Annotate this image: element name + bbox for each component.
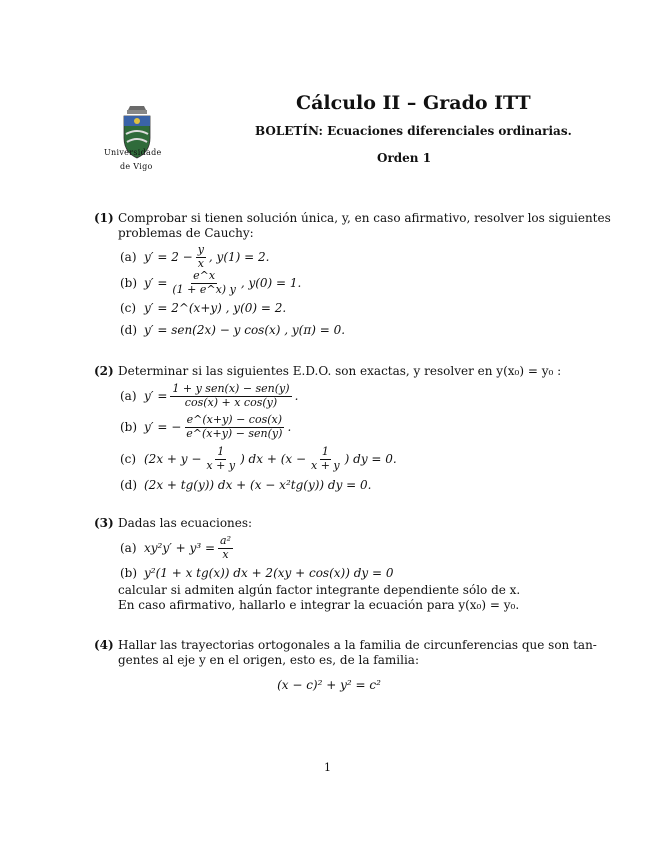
problem-outro: En caso afirmativo, hallarlo e integrar la ecuación para y(x₀) = y₀. [118, 598, 520, 612]
fraction: $\frac{e\^{}(x+y) - \cos(x)}{\text{e\textasciicircum{}(x+y) − sen(y)}}$ [186, 412, 283, 440]
problem-intro: Determinar si las siguientes E.D.O. son exactas, y resolver en y(x₀) = y₀ : [118, 364, 562, 378]
fraction: $\frac{1}{x + y}$ [311, 444, 340, 472]
problem-2 [94, 364, 564, 495]
fraction: $\frac{y}{x}$ [197, 242, 204, 270]
problem-intro: gentes al eje y en el origen, esto es, de la familia: [118, 653, 419, 667]
problem-number: (4) [94, 638, 114, 652]
university-name-line1: Universidade [104, 148, 162, 157]
problem-intro: Hallar las trayectorias ortogonales a la familia de circunferencias que son tan- [118, 638, 597, 652]
problem-item: (b) y′ = $\frac{e\^{}x}{(1 + e\^{}x) y}$ , y(0) = 1. [120, 268, 302, 296]
problem-outro: calcular si admiten algún factor integrante dependiente sólo de x. [118, 583, 521, 597]
problem-item: (d) y′ = sen(2x) − y cos(x) , y(π) = 0. [120, 322, 346, 337]
university-logo [106, 104, 168, 180]
fraction: $\frac{e\^{}x}{(1 + e\^{}x) y}$ [172, 268, 236, 296]
problem-item: (a) xy²y′ + y³ = $\frac{\text{a²}}{x}$ [120, 533, 231, 561]
document-subtitle: BOLETÍN: Ecuaciones diferenciales ordinarias. [255, 124, 572, 138]
display-equation: (x − c)² + y² = c² [277, 678, 381, 692]
fraction: $\frac{\text{a²}}{x}$ [220, 533, 231, 561]
problem-intro: Dadas las ecuaciones: [118, 516, 253, 530]
problem-item: (c) y′ = 2^(x+y) , y(0) = 2. [120, 300, 287, 315]
fraction: $\frac{\text{1 + y sen(x) − sen(y)}}{\text{cos(x) + x cos(y)}}$ [172, 381, 290, 409]
problem-item: (b) y²(1 + x tg(x)) dx + 2(xy + cos(x)) dy = 0 [120, 565, 394, 580]
problem-number: (2) [94, 364, 114, 378]
problem-item: (a) y′ = $\frac{\text{1 + y sen(x) − sen(y)}}{\text{cos(x) + x cos(y)}}$ . [120, 381, 299, 409]
problem-3 [94, 516, 564, 613]
page-number: 1 [324, 761, 331, 774]
problem-item: (a) y′ = 2 − $\frac{y}{x}$ , y(1) = 2. [120, 242, 270, 270]
problem-item: (c) (2x + y − $\frac{1}{x + y}$ ) dx + (x − $\frac{1}{x + y}$ ) dy = 0. [120, 444, 397, 472]
problem-number: (3) [94, 516, 114, 530]
problem-intro: Comprobar si tienen solución única, y, en caso afirmativo, resolver los siguientes [118, 211, 611, 225]
problem-item: (d) (2x + tg(y)) dx + (x − x²tg(y)) dy = 0. [120, 477, 372, 492]
order-label: Orden 1 [377, 151, 432, 165]
document-title: Cálculo II – Grado ITT [296, 92, 531, 114]
university-name-line2: de Vigo [120, 162, 153, 171]
problem-item: (b) y′ = − $\frac{e\^{}(x+y) - \cos(x)}{\text{e\textasciicircum{}(x+y) − sen(y)}}$ . [120, 412, 292, 440]
problem-1 [94, 211, 611, 341]
problem-4 [94, 638, 597, 693]
fraction: $\frac{1}{x + y}$ [206, 444, 236, 472]
problem-intro: problemas de Cauchy: [118, 226, 254, 240]
problem-number: (1) [94, 211, 114, 225]
